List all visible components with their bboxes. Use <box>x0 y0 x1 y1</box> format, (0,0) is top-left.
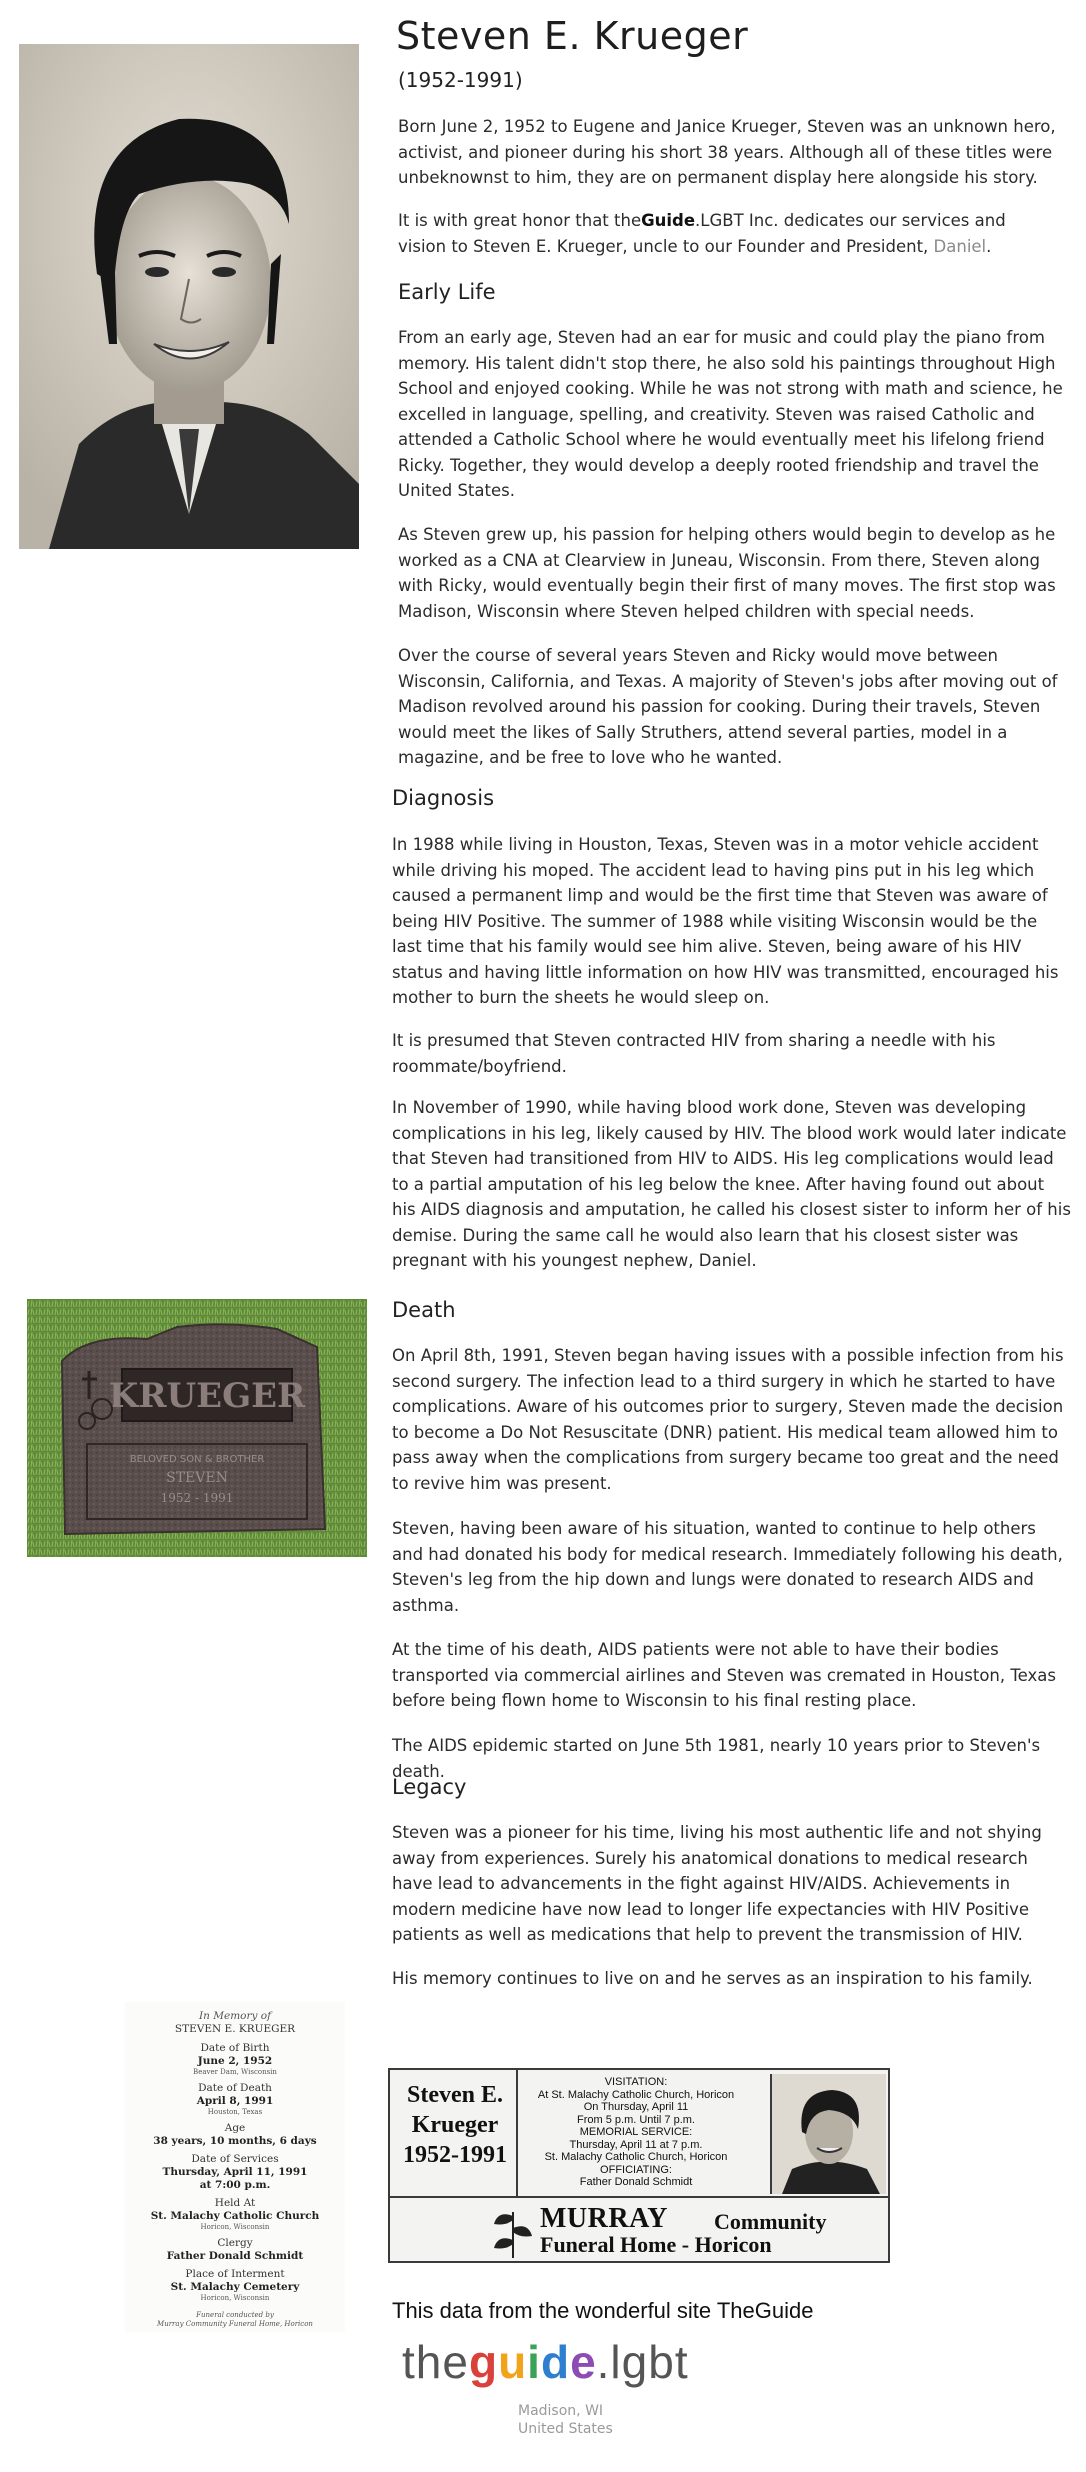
memory-card-services-label: Date of Services <box>191 2153 279 2165</box>
dedication-text: It is with great honor that the <box>398 211 642 230</box>
memory-card-birth-date: June 2, 1952 <box>197 2055 273 2067</box>
location-country: United States <box>518 2421 613 2437</box>
intro-paragraph: Born June 2, 1952 to Eugene and Janice Krueger, Steven was an unknown hero, activist, and pioneer during his short 38 years. Although all of these titles were unbeknownst to him, they are on permanent display here alongside his story. <box>398 117 1056 187</box>
death-paragraph-4: The AIDS epidemic started on June 5th 1981, nearly 10 years prior to Steven's death. <box>392 1736 1041 1781</box>
logo-g: g <box>468 2336 499 2388</box>
source-credit: This data from the wonderful site TheGuide <box>392 2298 814 2323</box>
obituary-clipping <box>388 2068 890 2263</box>
memory-card-services-time: at 7:00 p.m. <box>199 2179 271 2191</box>
tombstone-engraving: KRUEGER <box>108 1376 306 1416</box>
diagnosis-paragraph-1: In 1988 while living in Houston, Texas, Steven was in a motor vehicle accident while driving his moped. The accident lead to having pins put in his leg which caused a permanent limp and would be the first time that Steven was aware of being HIV Positive. The summer of 1988 while visiting Wisconsin would be the last time that his family would see him alive. Steven, being aware of his HIV status and having little information on how HIV was transmitted, encouraged his mother to burn the sheets he would sleep on. <box>392 835 1059 1007</box>
memory-card-death-label: Date of Death <box>198 2082 272 2094</box>
memory-card-services-date: Thursday, April 11, 1991 <box>162 2166 308 2178</box>
section-heading-early-life: Early Life <box>398 280 496 304</box>
section-heading-death: Death <box>392 1298 456 1322</box>
memorial-card <box>125 2002 345 2332</box>
section-heading-diagnosis: Diagnosis <box>392 786 495 810</box>
logo-i: i <box>527 2336 541 2388</box>
obituary-visitation-place: At St. Malachy Catholic Church, Horicon <box>537 2088 735 2101</box>
early-life-paragraph-2: As Steven grew up, his passion for helping others would begin to develop as he worked as a CNA at Clearview in Juneau, Wisconsin. From there, Steven along with Ricky, would eventually begin their first of many moves. The first stop was Madison, Wisconsin where Steven helped children with special needs. <box>398 525 1056 621</box>
memory-card-age-label: Age <box>224 2122 246 2134</box>
theguide-logo[interactable] <box>402 2335 689 2389</box>
obituary-name-line-2: Krueger <box>411 2112 499 2138</box>
memory-card-birth-place: Beaver Dam, Wisconsin <box>193 2068 277 2076</box>
death-paragraph-3: At the time of his death, AIDS patients were not able to have their bodies transported via commercial airlines and Steven was cremated in Houston, Texas before being flown home to Wisconsin to his final resting place. <box>392 1640 1056 1710</box>
tombstone-photo <box>27 1299 367 1557</box>
diagnosis-paragraph-2: It is presumed that Steven contracted HIV from sharing a needle with his roommate/boyfriend. <box>392 1031 996 1076</box>
leaf-icon <box>490 2202 536 2260</box>
death-paragraph-2: Steven, having been aware of his situation, wanted to continue to help others and had donated his body for medical research. Immediately following his death, Steven's leg from the hip down and lungs were donated to research AIDS and asthma. <box>392 1519 1063 1615</box>
memory-card-death-place: Houston, Texas <box>207 2108 263 2116</box>
memory-card-title: In Memory of <box>199 2010 271 2022</box>
logo-the: the <box>402 2336 469 2388</box>
memory-card-interment-place: Horicon, Wisconsin <box>200 2294 270 2302</box>
obituary-visitation-label: VISITATION: <box>604 2076 668 2088</box>
logo-lgbt: .lgbt <box>596 2336 689 2388</box>
obituary-photo <box>770 2074 886 2194</box>
portrait-photo <box>19 44 359 549</box>
memory-card-interment: St. Malachy Cemetery <box>170 2281 300 2293</box>
memory-card-birth-label: Date of Birth <box>200 2042 270 2054</box>
obituary-divider <box>390 2196 890 2198</box>
logo-d: d <box>540 2336 571 2388</box>
obituary-name-block <box>396 2080 514 2170</box>
obituary-visitation-time: From 5 p.m. Until 7 p.m. <box>577 2113 695 2126</box>
obituary-name-line-1: Steven E. <box>407 2082 503 2108</box>
memory-card-clergy: Father Donald Schmidt <box>166 2250 304 2262</box>
early-life-paragraph-3: Over the course of several years Steven and Ricky would move between Wisconsin, California, and Texas. A majority of Steven's jobs after moving out of Madison revolved around his passion for cooking. During their travels, Steven would meet the likes of Sally Struthers, attend several parties, model in a magazine, and be free to love who he wanted. <box>398 646 1058 767</box>
funeral-home-location: Funeral Home - Horicon <box>540 2232 772 2257</box>
memory-card-held-place: Horicon, Wisconsin <box>200 2223 270 2231</box>
obituary-officiating-label: OFFICIATING: <box>600 2163 672 2176</box>
memory-card-age: 38 years, 10 months, 6 days <box>153 2135 317 2147</box>
obituary-memorial-label: MEMORIAL SERVICE: <box>579 2126 693 2138</box>
legacy-paragraph-1: Steven was a pioneer for his time, living his most authentic life and not shying away from experiences. Surely his anatomical donations to medical research have lead to advancements in the fight against HIV/AIDS. Achievements in modern medicine have now lead to longer life expectancies with HIV Positive patients as well as medications that help to prevent the transmission of HIV. <box>392 1823 1042 1944</box>
location-city: Madison, WI <box>518 2403 604 2419</box>
memory-card-conducted-label: Funeral conducted by <box>196 2311 274 2319</box>
memory-card-conducted: Murray Community Funeral Home, Horicon <box>157 2320 313 2328</box>
dedication-end: . <box>986 236 992 256</box>
death-paragraph-1: On April 8th, 1991, Steven began having issues with a possible infection from his second surgery. The infection lead to a third surgery in which he started to have complications. Aware of his outcomes prior to surgery, Steven made the decision to become a Do Not Resuscitate (DNR) patient. His medical team allowed him to pass away when the complications from surgery became too great and the need to revive him was present. <box>392 1346 1064 1493</box>
legacy-paragraph-2: His memory continues to live on and he serves as an inspiration to his family. <box>392 1969 1033 1988</box>
dedication-text-rest: .LGBT Inc. dedicates our services and vision to Steven E. Krueger, uncle to our Founder and President, <box>398 211 1006 256</box>
logo-e: e <box>570 2336 597 2388</box>
portrait-illustration <box>19 44 359 549</box>
tombstone-years: 1952 - 1991 <box>160 1491 234 1505</box>
page-title: Steven E. Krueger <box>396 14 749 58</box>
obituary-visitation-date: On Thursday, April 11 <box>583 2101 689 2113</box>
obituary-memorial-place: St. Malachy Catholic Church, Horicon <box>544 2151 728 2163</box>
tombstone-beloved: BELOVED SON & BROTHER <box>129 1454 265 1465</box>
obituary-portrait <box>772 2074 886 2194</box>
obituary-memorial-date: Thursday, April 11 at 7 p.m. <box>569 2138 703 2151</box>
memory-card-held: St. Malachy Catholic Church <box>150 2210 320 2222</box>
obituary-officiating: Father Donald Schmidt <box>579 2176 693 2188</box>
obituary-years: 1952-1991 <box>403 2142 507 2168</box>
memory-card-name: STEVEN E. KRUEGER <box>174 2023 296 2035</box>
section-heading-legacy: Legacy <box>392 1775 467 1799</box>
life-years: (1952-1991) <box>398 68 523 92</box>
memory-card-interment-label: Place of Interment <box>185 2268 285 2280</box>
diagnosis-paragraph-3: In November of 1990, while having blood work done, Steven was developing complications in his leg, likely caused by HIV. The blood work would later indicate that Steven had transitioned from HIV to AIDS. His leg complications would lead to a partial amputation of his leg below the knee. After having found out about his AIDS diagnosis and amputation, he called his closest sister to inform her of his demise. During the same call he would also learn that his closest sister was pregnant with his youngest nephew, Daniel. <box>392 1098 1071 1270</box>
tombstone-illustration <box>27 1299 367 1557</box>
early-life-paragraph-1: From an early age, Steven had an ear for music and could play the piano from memory. His talent didn't stop there, he also sold his paintings throughout High School and enjoyed cooking. While he was not strong with math and science, he excelled in language, spelling, and creativity. Steven was raised Catholic and attended a Catholic School where he would eventually meet his lifelong friend Ricky. Together, they would develop a deeply rooted friendship and travel the United States. <box>398 328 1063 500</box>
memory-card-held-label: Held At <box>214 2197 256 2209</box>
memory-card-clergy-label: Clergy <box>217 2237 253 2249</box>
logo-u: u <box>498 2336 528 2388</box>
tombstone-first-name: STEVEN <box>166 1470 228 1486</box>
funeral-home-name: MURRAY <box>540 2203 668 2234</box>
daniel-link[interactable]: Daniel <box>933 236 987 256</box>
obituary-details <box>518 2076 754 2189</box>
dedication-paragraph <box>398 208 1058 259</box>
brand-guide: Guide <box>641 211 696 230</box>
funeral-home-community: Community <box>714 2209 827 2234</box>
memory-card-death-date: April 8, 1991 <box>196 2095 274 2107</box>
